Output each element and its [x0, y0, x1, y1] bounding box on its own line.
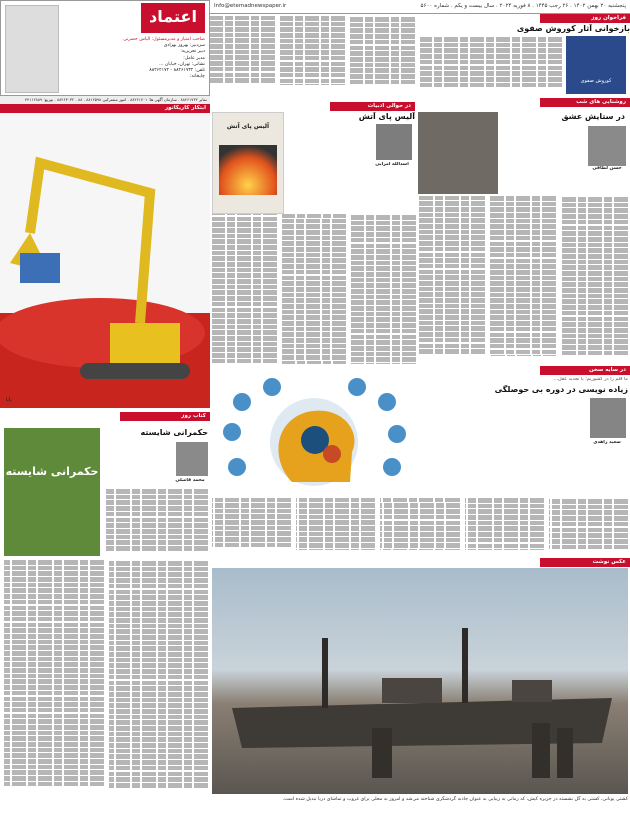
education-author-photo: [590, 398, 626, 438]
books-today-text: [420, 36, 562, 94]
book-of-day-title: حکمرانی شایسته: [140, 428, 208, 437]
dateline: پنجشنبه ۲۰ بهمن ۱۴۰۲ . ۲۶ رجب ۱۴۴۵ . ۸ فوریه ۲۰۲۴ . سال بیست و یکم . شماره ۵۶۰۰: [420, 2, 626, 9]
book-of-day-intro: [104, 488, 208, 558]
education-section-bar: در سایه سخن: [540, 366, 630, 375]
masthead-line: مدیر عامل:: [183, 55, 205, 61]
books-today-section-bar: فراخوان روز: [540, 14, 630, 23]
spotlight-author: حسن لطافی: [592, 166, 622, 171]
infographic: [212, 372, 416, 497]
education-kicker: ما قلم را در کشوریم؛ با تجدید عقل...: [553, 377, 628, 382]
email: Info@etemadnewspaper.ir: [214, 2, 287, 9]
literary-book-title: آلیس پای آتش: [226, 123, 270, 130]
top-header: [210, 0, 630, 14]
excavator-illustration: [0, 113, 210, 408]
spotlight-text: [418, 196, 628, 362]
masthead-line: تلفن: ۸۸۲۶۱۷۳۲ - ۸۸۲۶۲۱۷۲: [149, 67, 205, 73]
education-text: [212, 498, 628, 556]
book-author: محمد فاضلی: [175, 478, 205, 483]
book-author-photo: [176, 442, 208, 476]
book-cover: حکمرانی شایسته: [4, 428, 100, 556]
literary-author: اسدالله امرایی: [375, 162, 409, 167]
shipwreck-photo: [212, 568, 628, 794]
masthead-line: صاحب امتیاز و مدیرمسئول: الیاس حضرتی: [123, 37, 205, 42]
book-of-day-text: [4, 560, 208, 816]
head-gears-illustration: [212, 372, 416, 497]
top-middle-text: [210, 16, 415, 102]
cartoon: [0, 113, 210, 408]
masthead-footer-line: نمابر ۸۸۲۶۱۷۳۲ . سازمان آگهی ها: ۸۸۲۶۱۷۰۱ . امور مشترکین ۸۸۱۲۵۹۸ . ۸۸ . ۸۸۲۶۳۰۳۲ . توزیع: ۴۴۱۱۲۸۸۹: [0, 96, 210, 104]
literary-author-photo: [376, 124, 412, 160]
masthead-line: چاپخانه:: [189, 74, 205, 80]
cartoon-signature: پاپا: [6, 397, 12, 404]
spotlight-author-photo: [588, 126, 626, 166]
masthead-line: دبیر تحریریه:: [180, 49, 205, 55]
photo-essay-section-bar: عکس نوشت: [540, 558, 630, 567]
spotlight-woman-photo: [418, 112, 498, 194]
books-poster: کوروش صفوی: [566, 36, 626, 94]
literary-book-cover: [212, 112, 284, 214]
newspaper-thumbnail: [5, 5, 59, 93]
masthead-logo: اعتماد: [141, 3, 205, 33]
literary-text: [212, 214, 416, 364]
spotlight-section-bar: روشنایی های شب: [540, 98, 630, 107]
masthead-box: [0, 0, 210, 96]
books-today-title: بازخوانی آثار کوروش صفوی: [516, 24, 630, 33]
education-author: سعید زاهدی: [593, 440, 621, 445]
book-of-day-section-bar: کتاب روز: [120, 412, 210, 421]
literary-section-bar: در حوالی ادبیات: [330, 102, 415, 111]
photo-essay-caption: کشتی یونانی، کشتی به گل نشسته در جزیره کیش، که زمانی به زیبایی به عنوان جاذبه گردشگری شناخته می‌شد و امروز به محلی برای غروب و تماشای دریا تبدیل شده است.: [282, 797, 628, 802]
masthead-line: سردبیر: بهروز بهزادی: [163, 43, 205, 49]
cartoon-section-bar: ابتکار کاریکاتور: [0, 104, 210, 113]
spotlight-title: در ستایش عشق: [561, 112, 625, 121]
fire-illustration: [219, 145, 277, 195]
masthead-line: نشانی: تهران، خیابان ...: [159, 61, 205, 67]
education-title: زیاده نویسی در دوره بی حوصلگی: [494, 385, 628, 394]
ship-silhouette: [212, 568, 628, 794]
literary-title: آلیس پای آتش: [358, 112, 415, 121]
masthead-lines: [65, 37, 205, 80]
